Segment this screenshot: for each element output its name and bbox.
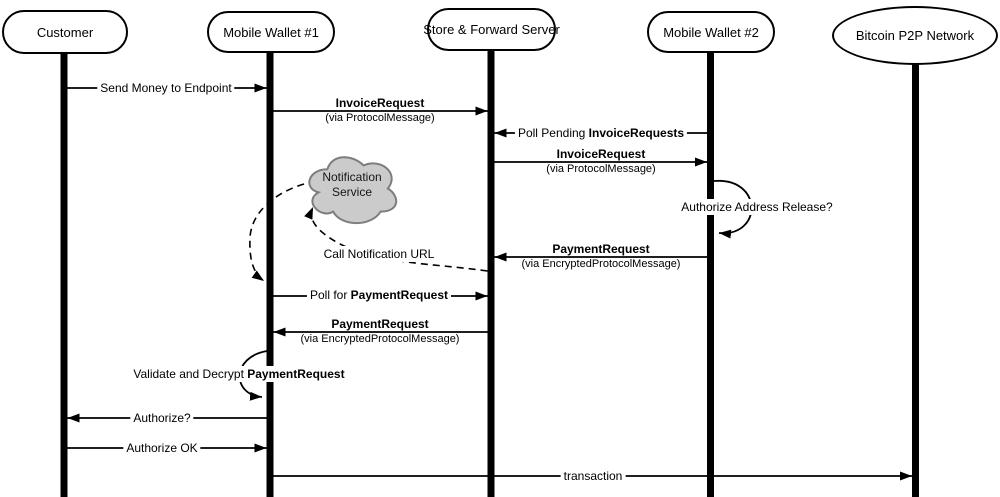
msg-authorize-address-release-label <box>678 199 835 215</box>
msg-authorize-ok-label <box>123 440 200 456</box>
notification-service-label <box>303 170 401 200</box>
lifeline-bitcoin-network <box>912 63 919 497</box>
msg-validate-decrypt-prefix: Validate and Decrypt <box>133 367 248 381</box>
msg-validate-decrypt-label <box>130 366 347 382</box>
msg-paymentrequest-2-label <box>301 317 460 346</box>
actor-store-forward-server-label: Store & Forward Server <box>423 22 560 37</box>
msg-poll-pending-prefix: Poll Pending <box>517 126 589 140</box>
msg-authorize-ok-text: Authorize OK <box>126 441 198 455</box>
msg-poll-for-paymentrequest-label <box>307 287 451 303</box>
msg-paymentrequest-2-sub: (via EncryptedProtocolMessage) <box>300 333 460 345</box>
actor-mobile-wallet-1-label: Mobile Wallet #1 <box>223 24 319 40</box>
notification-service-label-line2: Service <box>331 185 372 199</box>
msg-send-money-label <box>97 80 234 96</box>
lifeline-store-forward-server <box>488 49 495 497</box>
msg-poll-pending-label <box>515 125 687 141</box>
actor-customer-label: Customer <box>36 24 94 40</box>
msg-paymentrequest-1-label <box>522 242 681 271</box>
lifeline-customer <box>61 52 68 497</box>
lifeline-mobile-wallet-1 <box>267 51 274 497</box>
msg-invoicerequest-1-sub: (via ProtocolMessage) <box>325 112 435 124</box>
msg-invoicerequest-2-text: InvoiceRequest <box>556 147 646 161</box>
msg-invoicerequest-2-label <box>546 147 655 176</box>
msg-invoicerequest-2-sub: (via ProtocolMessage) <box>546 163 656 175</box>
actor-store-forward-server <box>423 8 560 51</box>
msg-paymentrequest-2-text: PaymentRequest <box>331 317 429 331</box>
msg-invoicerequest-1-label <box>325 96 434 125</box>
msg-authorize-address-release-text: Authorize Address Release? <box>681 200 833 214</box>
msg-paymentrequest-1-text: PaymentRequest <box>552 242 650 256</box>
msg-authorize-question-text: Authorize? <box>133 411 191 425</box>
actor-bitcoin-network-label: Bitcoin P2P Network <box>855 28 975 43</box>
msg-authorize-question-label <box>130 410 193 426</box>
actor-mobile-wallet-2 <box>647 11 775 53</box>
actor-mobile-wallet-2-label: Mobile Wallet #2 <box>663 24 759 40</box>
actor-mobile-wallet-1 <box>207 11 335 53</box>
msg-validate-decrypt-bold: PaymentRequest <box>247 367 345 381</box>
msg-poll-for-paymentrequest-prefix: Poll for <box>309 288 351 302</box>
msg-paymentrequest-1-sub: (via EncryptedProtocolMessage) <box>521 258 681 270</box>
msg-transaction-label <box>561 468 626 484</box>
notification-service-label-line1: Notification <box>322 170 382 184</box>
msg-send-money-text: Send Money to Endpoint <box>100 81 232 95</box>
actor-customer <box>2 10 128 54</box>
msg-call-notification-url-text: Call Notification URL <box>323 247 435 261</box>
msg-transaction-text: transaction <box>563 469 623 483</box>
actor-bitcoin-network <box>832 6 998 65</box>
dashed-arrow-notify-wallet1 <box>250 184 304 281</box>
msg-poll-pending-bold: InvoiceRequests <box>588 126 685 140</box>
msg-invoicerequest-1-text: InvoiceRequest <box>335 96 425 110</box>
lifeline-mobile-wallet-2 <box>707 51 714 497</box>
msg-poll-for-paymentrequest-bold: PaymentRequest <box>350 288 449 302</box>
msg-call-notification-url-label <box>321 246 438 262</box>
